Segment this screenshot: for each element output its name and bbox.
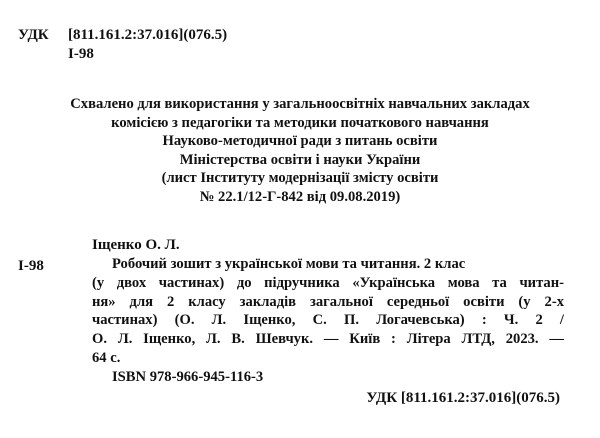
udk-footer [366,389,560,407]
description-line: частинах) (О. Л. Іщенко, С. П. Логачевська) : Ч. 2 / [92,312,564,329]
author-index-side: І-98 [18,258,44,274]
udk-header [18,26,227,44]
approval-line: комісією з педагогіки та методики початкового навчання [111,114,489,131]
udk-footer-label: УДК [366,390,398,406]
approval-line: Науково-методичної ради з питань освіти [162,133,438,150]
approval-line: № 22.1/12-Г-842 від 09.08.2019) [199,188,401,205]
approval-line: Схвалено для використання у загальноосвітніх навчальних закладах [70,96,530,112]
description-line: (у двох частинах) до підручника «Українська мова та читан- [92,274,564,291]
udk-code: [811.161.2:37.016](076.5) [68,27,228,43]
description-line: 64 с. [92,349,121,366]
approval-notice [0,95,600,207]
bibliographic-description [92,255,564,387]
udk-label: УДК [18,27,49,43]
approval-line: Міністерства освіти і науки України [179,151,421,168]
approval-line: (лист Інституту модернізації змісту освіти [161,170,439,187]
description-line: Робочий зошит з української мови та читання. 2 клас [112,256,466,272]
udk-footer-code: [811.161.2:37.016](076.5) [400,390,560,406]
author-heading: Іщенко О. Л. [92,237,180,253]
description-line: ня» для 2 класу закладів загальної середньої освіти (у 2-х [92,293,564,310]
description-line: О. Л. Іщенко, Л. В. Шевчук. — Київ : Літера ЛТД, 2023. — [92,331,564,348]
author-index-top: І-98 [68,46,94,62]
isbn: ISBN 978-966-945-116-3 [112,368,264,385]
